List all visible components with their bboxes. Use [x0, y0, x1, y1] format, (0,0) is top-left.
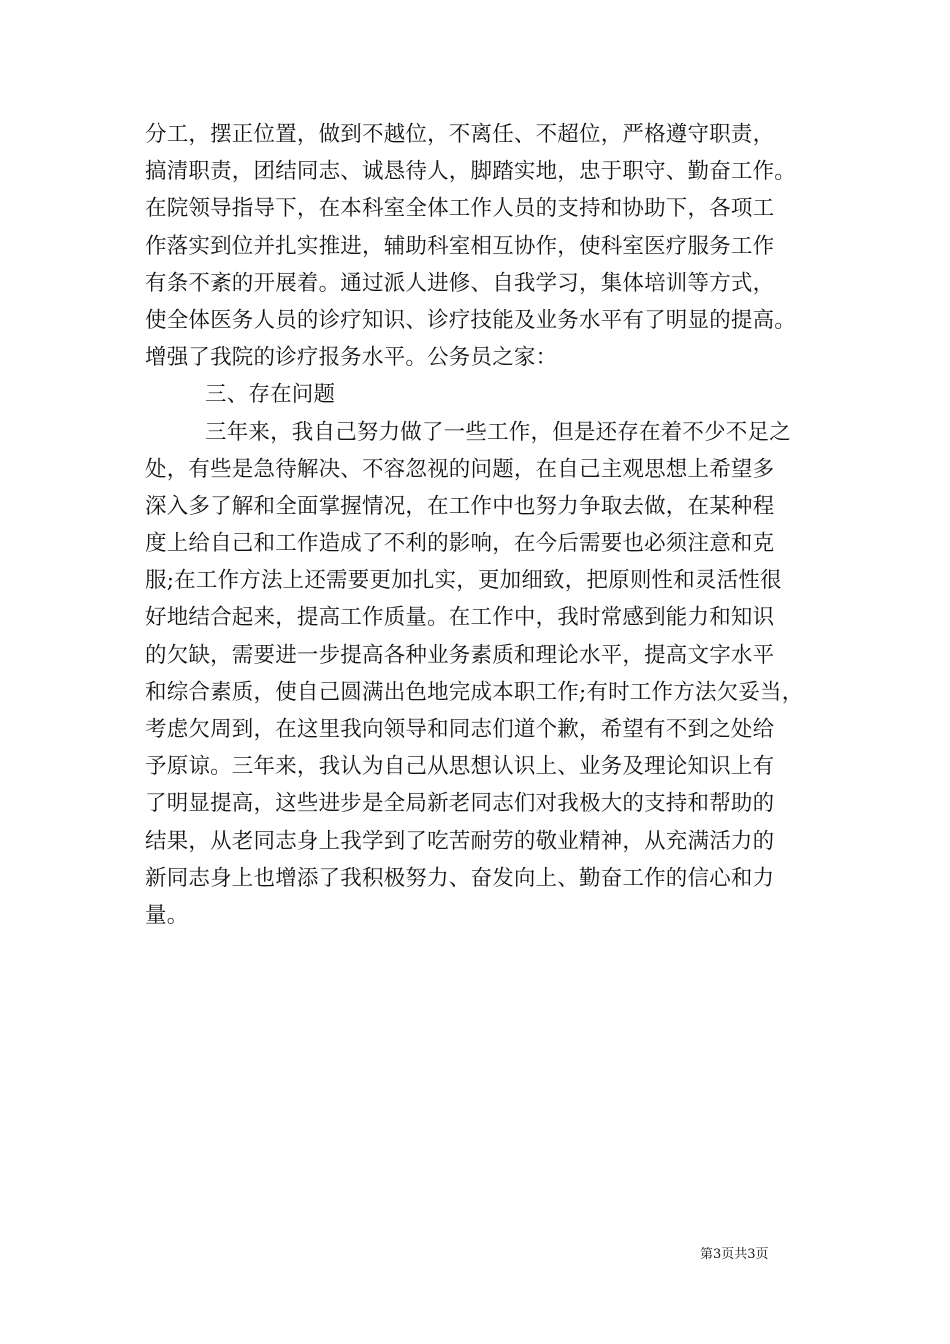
text-line: 新同志身上也增添了我积极努力、奋发向上、勤奋工作的信心和力: [145, 865, 775, 891]
text-line: 处，有些是急待解决、不容忽视的问题，在自己主观思想上希望多: [145, 456, 775, 482]
text-line: 和综合素质，使自己圆满出色地完成本职工作;有时工作方法欠妥当，: [145, 679, 804, 705]
text-line: 使全体医务人员的诊疗知识、诊疗技能及业务水平有了明显的提高。: [145, 307, 797, 333]
text-line: 搞清职责，团结同志、诚恳待人，脚踏实地，忠于职守、勤奋工作。: [145, 159, 797, 185]
text-line: 在院领导指导下，在本科室全体工作人员的支持和协助下，各项工: [145, 196, 775, 222]
text-line: 的欠缺，需要进一步提高各种业务素质和理论水平，提高文字水平: [145, 642, 775, 668]
text-line: 服;在工作方法上还需要更加扎实，更加细致，把原则性和灵活性很: [145, 568, 782, 594]
text-line: 三年来，我自己努力做了一些工作，但是还存在着不少不足之: [205, 419, 791, 445]
text-line: 增强了我院的诊疗报务水平。公务员之家：: [145, 345, 558, 371]
text-line: 度上给自己和工作造成了不利的影响，在今后需要也必须注意和克: [145, 531, 775, 557]
text-line: 分工，摆正位置，做到不越位，不离任、不超位，严格遵守职责，: [145, 122, 775, 147]
body-text: [145, 116, 825, 934]
text-line: 量。: [145, 902, 189, 928]
text-line: 好地结合起来，提高工作质量。在工作中，我时常感到能力和知识: [145, 605, 775, 631]
section-heading: 三、存在问题: [205, 382, 336, 408]
text-line: 了明显提高，这些进步是全局新老同志们对我极大的支持和帮助的: [145, 791, 775, 817]
text-line: 结果，从老同志身上我学到了吃苦耐劳的敬业精神，从充满活力的: [145, 828, 775, 854]
text-line: 考虑欠周到，在这里我向领导和同志们道个歉，希望有不到之处给: [145, 717, 775, 742]
text-line: 作落实到位并扎实推进，辅助科室相互协作，使科室医疗服务工作: [145, 233, 775, 259]
text-line: 予原谅。三年来，我认为自己从思想认识上、业务及理论知识上有: [145, 754, 775, 780]
text-line: 有条不紊的开展着。通过派人进修、自我学习，集体培训等方式，: [145, 270, 775, 296]
text-line: 深入多了解和全面掌握情况，在工作中也努力争取去做，在某种程: [145, 493, 775, 519]
page-number: 第3页共3页: [700, 1247, 769, 1262]
